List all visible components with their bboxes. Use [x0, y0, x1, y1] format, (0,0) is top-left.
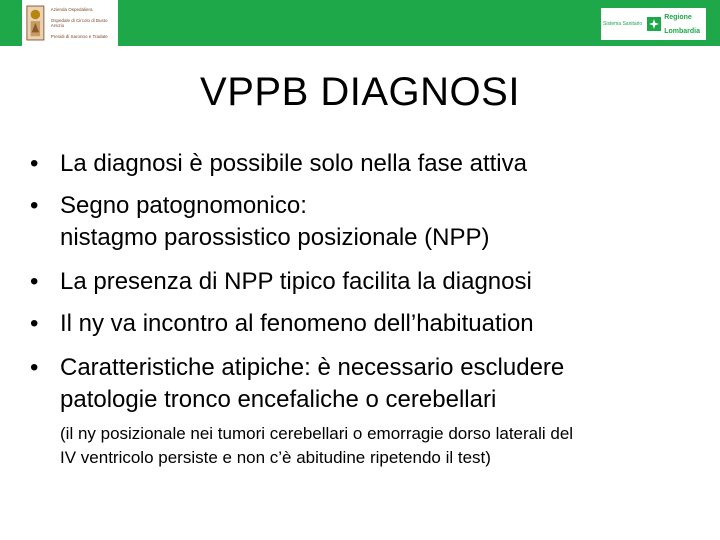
- sistema-sanitario-label: Sistema Sanitario: [603, 21, 643, 27]
- hospital-logo-line: Presidi di Saronno e Tradate: [50, 34, 108, 39]
- bullet-text: • Segno patognomonico:: [60, 192, 307, 219]
- hospital-logo: [22, 0, 118, 46]
- regione-label: Regione: [664, 13, 692, 21]
- bullet-item: [30, 190, 700, 254]
- bullet-item: [30, 148, 700, 180]
- bullet-list: [30, 148, 700, 470]
- bullet-text: patologie tronco encefaliche o cerebellari: [60, 386, 497, 413]
- bullet-item: [30, 352, 700, 470]
- bullet-note-line: IV ventricolo persiste e non c’è abitudine ripetendo il test): [60, 448, 491, 467]
- hospital-logo-line: Ospedale di Circolo di Busto Arsizio: [50, 17, 108, 28]
- lombardia-label: Lombardia: [664, 27, 700, 35]
- bullet-text: • Caratteristiche atipiche: è necessario escludere: [60, 354, 565, 381]
- header-bar: [0, 0, 720, 46]
- bullet-text: • La presenza di NPP tipico facilita la diagnosi: [60, 268, 532, 295]
- hospital-logo-line: Azienda Ospedaliera: [50, 6, 93, 12]
- bullet-item: [30, 266, 700, 298]
- bullet-note-line: (il ny posizionale nei tumori cerebellari o emorragie dorso laterali del: [60, 424, 574, 443]
- bullet-text: nistagmo parossistico posizionale (NPP): [60, 224, 490, 251]
- bullet-text: • La diagnosi è possibile solo nella fase attiva: [60, 150, 527, 177]
- slide-title: VPPB DIAGNOSI: [200, 70, 520, 114]
- lombardia-rose-icon: [647, 17, 661, 31]
- bullet-note: [60, 422, 700, 470]
- crest-icon: [25, 3, 46, 43]
- regione-lombardia-logo: [601, 8, 706, 40]
- bullet-item: [30, 308, 700, 340]
- bullet-text: • Il ny va incontro al fenomeno dell’habituation: [60, 310, 534, 337]
